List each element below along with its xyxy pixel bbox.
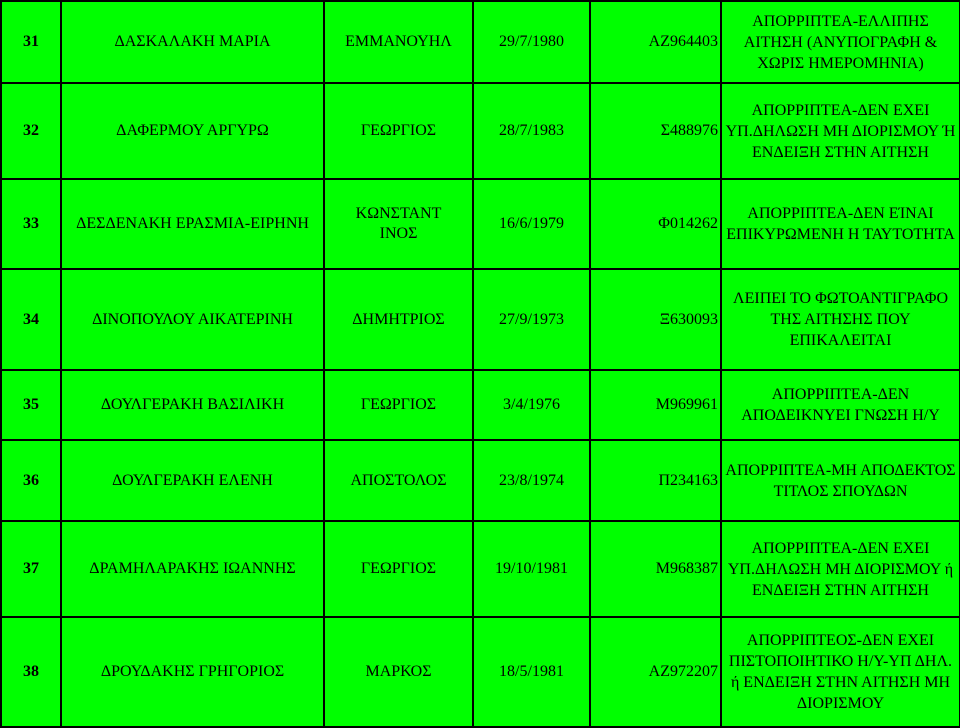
row-number: 35 — [1, 370, 61, 440]
id-number: Ξ630093 — [590, 269, 721, 370]
rejection-reason: ΑΠΟΡΡΙΠΤΕΟΣ-ΔΕΝ ΕΧΕΙ ΠΙΣΤΟΠΟΙΗΤΙΚΟ Η/Υ-ΥΠ ΔΗΛ. ή ΕΝΔΕΙΞΗ ΣΤΗΝ ΑΙΤΗΣΗ ΜΗ ΔΙΟΡΙΣΜΟΥ — [721, 617, 960, 727]
table-row — [1, 440, 960, 521]
rejection-reason: ΑΠΟΡΡΙΠΤΕΑ-ΔΕΝ ΕΧΕΙ ΥΠ.ΔΗΛΩΣΗ ΜΗ ΔΙΟΡΙΣΜΟΥ Ή ΕΝΔΕΙΞΗ ΣΤΗΝ ΑΙΤΗΣΗ — [721, 83, 960, 179]
rejection-reason: ΛΕΙΠΕΙ ΤΟ ΦΩΤΟΑΝΤΙΓΡΑΦΟ ΤΗΣ ΑΙΤΗΣΗΣ ΠΟΥ ΕΠΙΚΑΛΕΙΤΑΙ — [721, 269, 960, 370]
table-row — [1, 370, 960, 440]
applicant-name: ΔΡΟΥΔΑΚΗΣ ΓΡΗΓΟΡΙΟΣ — [61, 617, 324, 727]
row-number: 37 — [1, 521, 61, 617]
father-name: ΑΠΟΣΤΟΛΟΣ — [324, 440, 473, 521]
birth-date: 23/8/1974 — [473, 440, 590, 521]
birth-date: 29/7/1980 — [473, 1, 590, 83]
id-number: ΑΖ972207 — [590, 617, 721, 727]
rejection-reason: ΑΠΟΡΡΙΠΤΕΑ-ΔΕΝ ΕΊΝΑΙ ΕΠΙΚΥΡΩΜΕΝΗ Η ΤΑΥΤΟΤΗΤΑ — [721, 179, 960, 269]
applicant-name: ΔΟΥΛΓΕΡΑΚΗ ΕΛΕΝΗ — [61, 440, 324, 521]
id-number: Π234163 — [590, 440, 721, 521]
applicant-name: ΔΕΣΔΕΝΑΚΗ ΕΡΑΣΜΙΑ-ΕΙΡΗΝΗ — [61, 179, 324, 269]
rejection-reason: ΑΠΟΡΡΙΠΤΕΑ-ΕΛΛΙΠΗΣ ΑΙΤΗΣΗ (ΑΝΥΠΟΓΡΑΦΗ & ΧΩΡΙΣ ΗΜΕΡΟΜΗΝΙΑ) — [721, 1, 960, 83]
table-row — [1, 269, 960, 370]
table-row — [1, 521, 960, 617]
row-number: 32 — [1, 83, 61, 179]
row-number: 34 — [1, 269, 61, 370]
father-name: ΕΜΜΑΝΟΥΗΛ — [324, 1, 473, 83]
rejection-reason: ΑΠΟΡΡΙΠΤΕΑ-ΔΕΝ ΑΠΟΔΕΙΚΝΥΕΙ ΓΝΩΣΗ Η/Υ — [721, 370, 960, 440]
applicant-name: ΔΑΦΕΡΜΟΥ ΑΡΓΥΡΩ — [61, 83, 324, 179]
table-row — [1, 617, 960, 727]
father-name: ΔΗΜΗΤΡΙΟΣ — [324, 269, 473, 370]
birth-date: 18/5/1981 — [473, 617, 590, 727]
table-row — [1, 1, 960, 83]
row-number: 36 — [1, 440, 61, 521]
table-row — [1, 83, 960, 179]
id-number: Μ968387 — [590, 521, 721, 617]
birth-date: 16/6/1979 — [473, 179, 590, 269]
row-number: 33 — [1, 179, 61, 269]
father-name: ΓΕΩΡΓΙΟΣ — [324, 83, 473, 179]
row-number: 31 — [1, 1, 61, 83]
applicant-name: ΔΟΥΛΓΕΡΑΚΗ ΒΑΣΙΛΙΚΗ — [61, 370, 324, 440]
id-number: Μ969961 — [590, 370, 721, 440]
birth-date: 19/10/1981 — [473, 521, 590, 617]
applicant-name: ΔΙΝΟΠΟΥΛΟΥ ΑΙΚΑΤΕΡΙΝΗ — [61, 269, 324, 370]
applicant-name: ΔΑΣΚΑΛΑΚΗ ΜΑΡΙΑ — [61, 1, 324, 83]
id-number: ΑΖ964403 — [590, 1, 721, 83]
birth-date: 3/4/1976 — [473, 370, 590, 440]
birth-date: 27/9/1973 — [473, 269, 590, 370]
applicant-name: ΔΡΑΜΗΛΑΡΑΚΗΣ ΙΩΑΝΝΗΣ — [61, 521, 324, 617]
table-row — [1, 179, 960, 269]
father-name: ΚΩΝΣΤΑΝΤΙΝΟΣ — [324, 179, 473, 269]
row-number: 38 — [1, 617, 61, 727]
birth-date: 28/7/1983 — [473, 83, 590, 179]
rejection-reason: ΑΠΟΡΡΙΠΤΕΑ-ΜΗ ΑΠΟΔΕΚΤΟΣ ΤΙΤΛΟΣ ΣΠΟΥΔΩΝ — [721, 440, 960, 521]
id-number: Φ014262 — [590, 179, 721, 269]
father-name: ΓΕΩΡΓΙΟΣ — [324, 370, 473, 440]
id-number: Σ488976 — [590, 83, 721, 179]
father-name: ΜΑΡΚΟΣ — [324, 617, 473, 727]
father-name: ΓΕΩΡΓΙΟΣ — [324, 521, 473, 617]
rejection-reason: ΑΠΟΡΡΙΠΤΕΑ-ΔΕΝ ΕΧΕΙ ΥΠ.ΔΗΛΩΣΗ ΜΗ ΔΙΟΡΙΣΜΟΥ ή ΕΝΔΕΙΞΗ ΣΤΗΝ ΑΙΤΗΣΗ — [721, 521, 960, 617]
